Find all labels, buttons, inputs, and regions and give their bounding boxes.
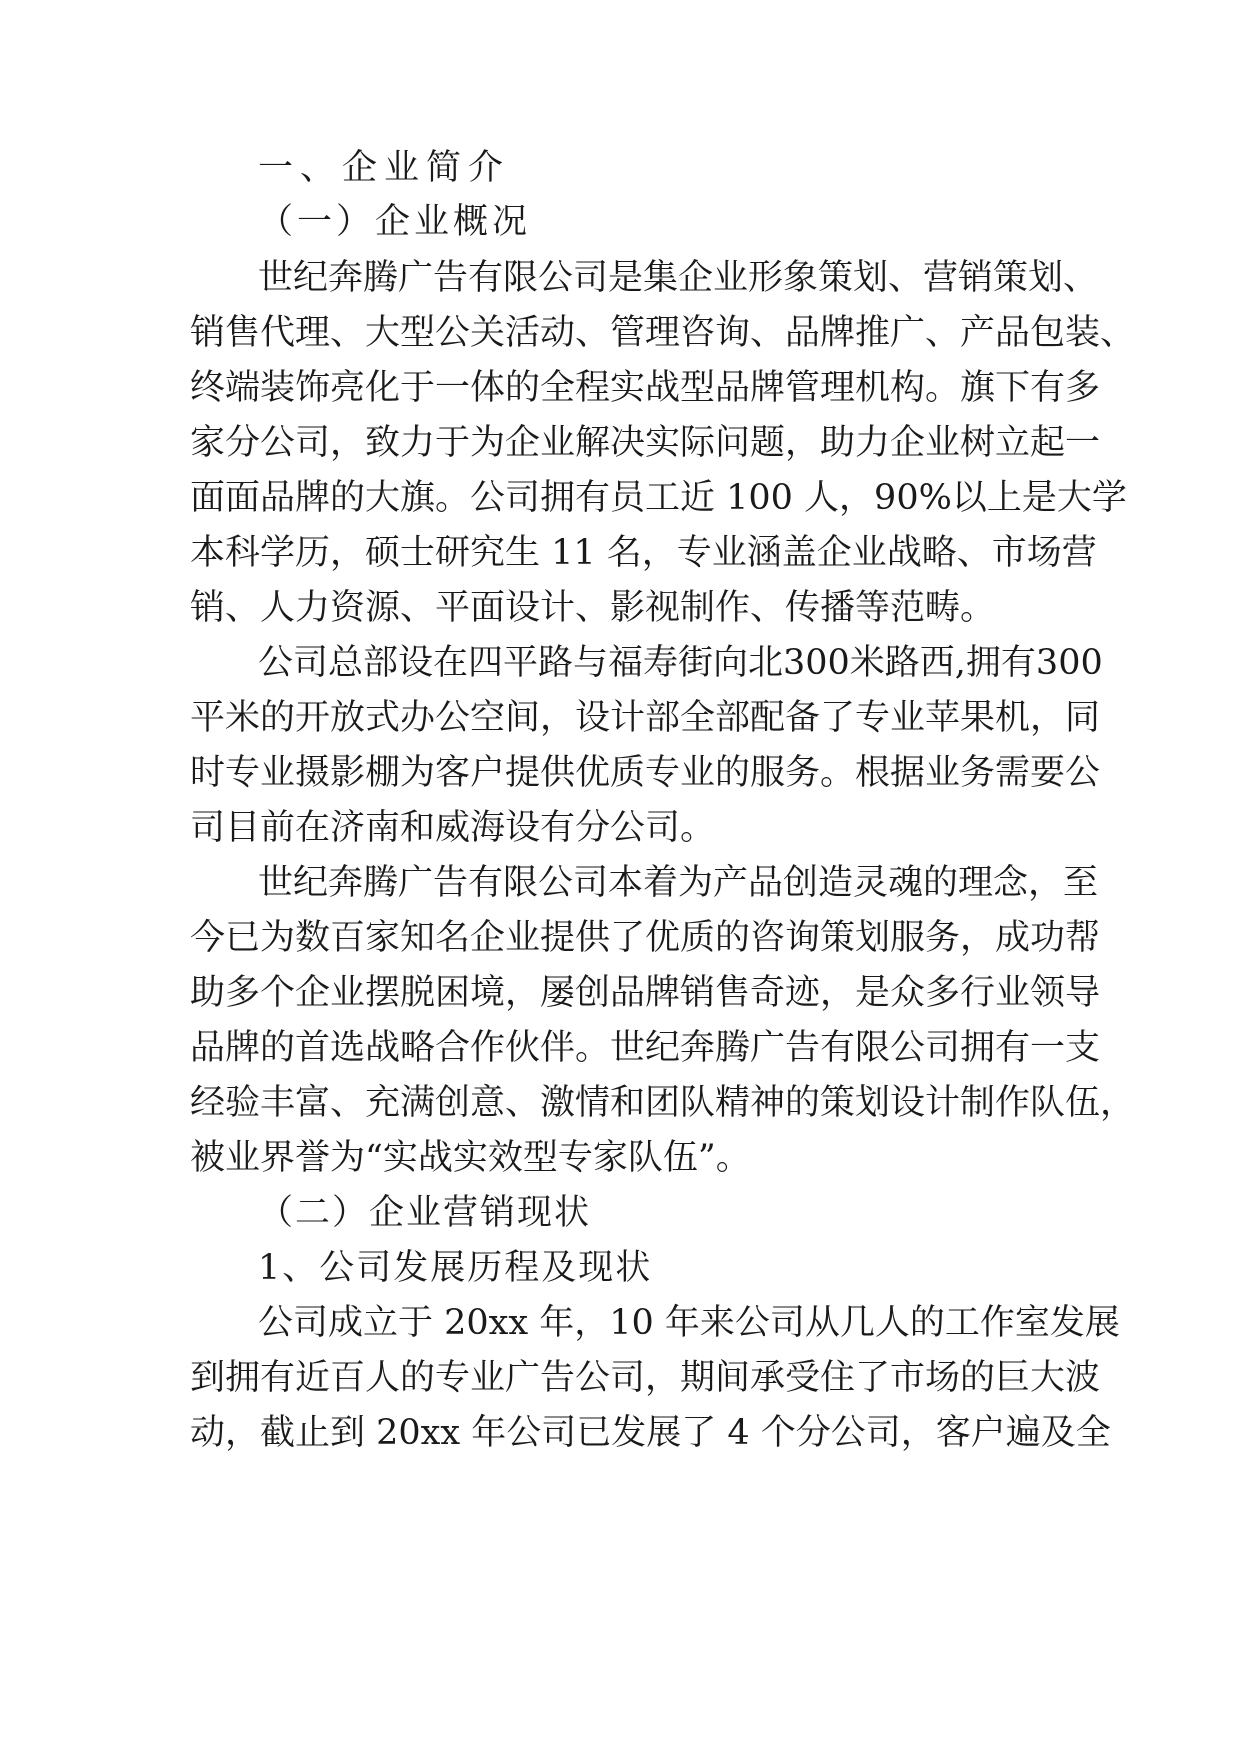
paragraph-line: 动，截止到 20xx 年公司已发展了 4 个分公司，客户遍及全 xyxy=(190,1413,1111,1453)
paragraph-line: 销、人力资源、平面设计、影视制作、传播等范畴。 xyxy=(190,588,996,628)
paragraph-line: 被业界誉为“实战实效型专家队伍”。 xyxy=(190,1138,751,1178)
subsection-heading-history: 1、公司发展历程及现状 xyxy=(258,1248,653,1288)
paragraph-line: 世纪奔腾广告有限公司本着为产品创造灵魂的理念，至 xyxy=(258,863,1099,903)
paragraph-line: 本科学历，硕士研究生 11 名，专业涵盖企业战略、市场营 xyxy=(190,533,1097,573)
paragraph-line: 销售代理、大型公关活动、管理咨询、品牌推广、产品包装、 xyxy=(190,313,1136,353)
paragraph-line: 今已为数百家知名企业提供了优质的咨询策划服务，成功帮 xyxy=(190,918,1101,958)
paragraph-line: 公司成立于 20xx 年，10 年来公司从几人的工作室发展 xyxy=(258,1303,1120,1343)
section-heading-company-intro: 一、企业简介 xyxy=(258,148,511,188)
subsection-heading-overview: （一）企业概况 xyxy=(258,202,532,242)
paragraph-line: 终端装饰亮化于一体的全程实战型品牌管理机构。旗下有多 xyxy=(190,368,1101,408)
paragraph-line: 家分公司，致力于为企业解决实际问题，助力企业树立起一 xyxy=(190,423,1101,463)
paragraph-line: 时专业摄影棚为客户提供优质专业的服务。根据业务需要公 xyxy=(190,753,1101,793)
paragraph-line: 公司总部设在四平路与福寿街向北300米路西,拥有300 xyxy=(258,643,1103,683)
paragraph-line: 面面品牌的大旗。公司拥有员工近 100 人，90%以上是大学 xyxy=(190,478,1127,518)
subsection-heading-marketing-status: （二）企业营销现状 xyxy=(258,1193,592,1233)
paragraph-line: 世纪奔腾广告有限公司是集企业形象策划、营销策划、 xyxy=(258,258,1099,298)
paragraph-line: 司目前在济南和威海设有分公司。 xyxy=(190,808,716,848)
paragraph-line: 经验丰富、充满创意、激情和团队精神的策划设计制作队伍， xyxy=(190,1083,1136,1123)
paragraph-line: 到拥有近百人的专业广告公司，期间承受住了市场的巨大波 xyxy=(190,1358,1101,1398)
paragraph-line: 助多个企业摆脱困境，屡创品牌销售奇迹，是众多行业领导 xyxy=(190,973,1101,1013)
paragraph-line: 品牌的首选战略合作伙伴。世纪奔腾广告有限公司拥有一支 xyxy=(190,1028,1101,1068)
paragraph-line: 平米的开放式办公空间，设计部全部配备了专业苹果机，同 xyxy=(190,698,1101,738)
